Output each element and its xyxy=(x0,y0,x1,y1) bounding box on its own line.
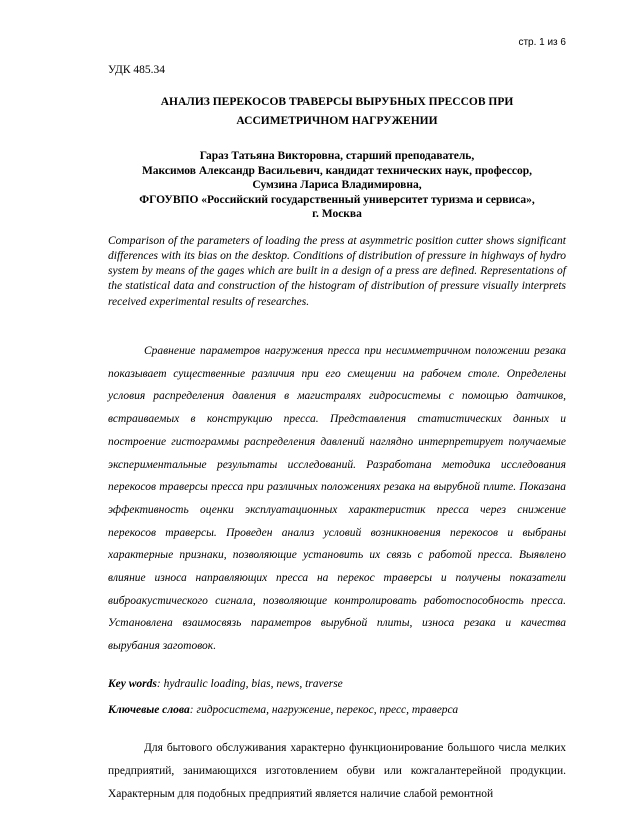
abstract-russian: Сравнение параметров нагружения пресса при несимметричном положении резака показывает существенные различия при его смещении на рабочем столе. Определены условия распределения давления в магистралях гидросистемы с помощью датчиков, встраиваемых в конструкцию пресса. Представления статистических данных и построение гистограммы распределения давлений наглядно интерпретирует получаемые экспериментальные результаты исследований. Разработана методика исследования перекосов траверсы пресса при различных положениях резака на вырубной плите. Показана эффективность оценки эксплуатационных характеристик пресса через снижение перекосов траверсы. Проведен анализ условий возникновения перекосов и выбраны характерные признаки, позволяющие установить их связь с работой пресса. Выявлено влияние износа направляющих пресса на перекос траверсы и получены показатели виброакустического сигнала, позволяющие контролировать работоспособность пресса. Установлена взаимосвязь параметров вырубной плиты, износа резака и качества вырубания заготовок. xyxy=(108,344,566,653)
authors-block xyxy=(108,149,566,222)
affiliation-line: ФГОУВПО «Российский государственный университет туризма и сервиса», xyxy=(139,193,535,206)
article-title xyxy=(108,93,566,131)
author-line: Сумзина Лариса Владимировна, xyxy=(252,179,422,191)
keywords-russian-label: Ключевые слова xyxy=(108,703,190,716)
abstract-english: Comparison of the parameters of loading the press at asymmetric position cutter shows significant differences with its bias on the desktop. Conditions of distribution of pressure in highways of hydro system by means of the gages which are built in a design of a press are defined. Representations of the statistical data and construction of the histogram of distribution of pressure visually interprets received experimental results of researches. xyxy=(108,234,566,308)
keywords-russian xyxy=(108,703,566,717)
author-line: Гараз Татьяна Викторовна, старший преподаватель, xyxy=(199,150,475,162)
author-line: Максимов Александр Васильевич, кандидат технических наук, профессор, xyxy=(141,164,533,177)
title-line-2: АССИМЕТРИЧНОМ НАГРУЖЕНИИ xyxy=(236,115,438,127)
title-line-1: АНАЛИЗ ПЕРЕКОСОВ ТРАВЕРСЫ ВЫРУБНЫХ ПРЕССОВ ПРИ xyxy=(160,96,514,108)
page-number: стр. 1 из 6 xyxy=(518,37,566,48)
keywords-english xyxy=(108,677,566,691)
keywords-english-label: Key words xyxy=(108,677,157,690)
city-line: г. Москва xyxy=(312,208,362,220)
keywords-russian-text: : гидросистема, нагружение, перекос, пресс, траверса xyxy=(189,703,459,716)
keywords-english-text: : hydraulic loading, bias, news, traverse xyxy=(156,677,343,690)
udk-code: УДК 485.34 xyxy=(108,64,165,76)
body-paragraph: Для бытового обслуживания характерно функционирование большого числа мелких предприятий, занимающихся изготовлением обуви или кожгалантерейной продукции. Характерным для подобных предприятий является наличие слабой ремонтной xyxy=(108,741,566,800)
